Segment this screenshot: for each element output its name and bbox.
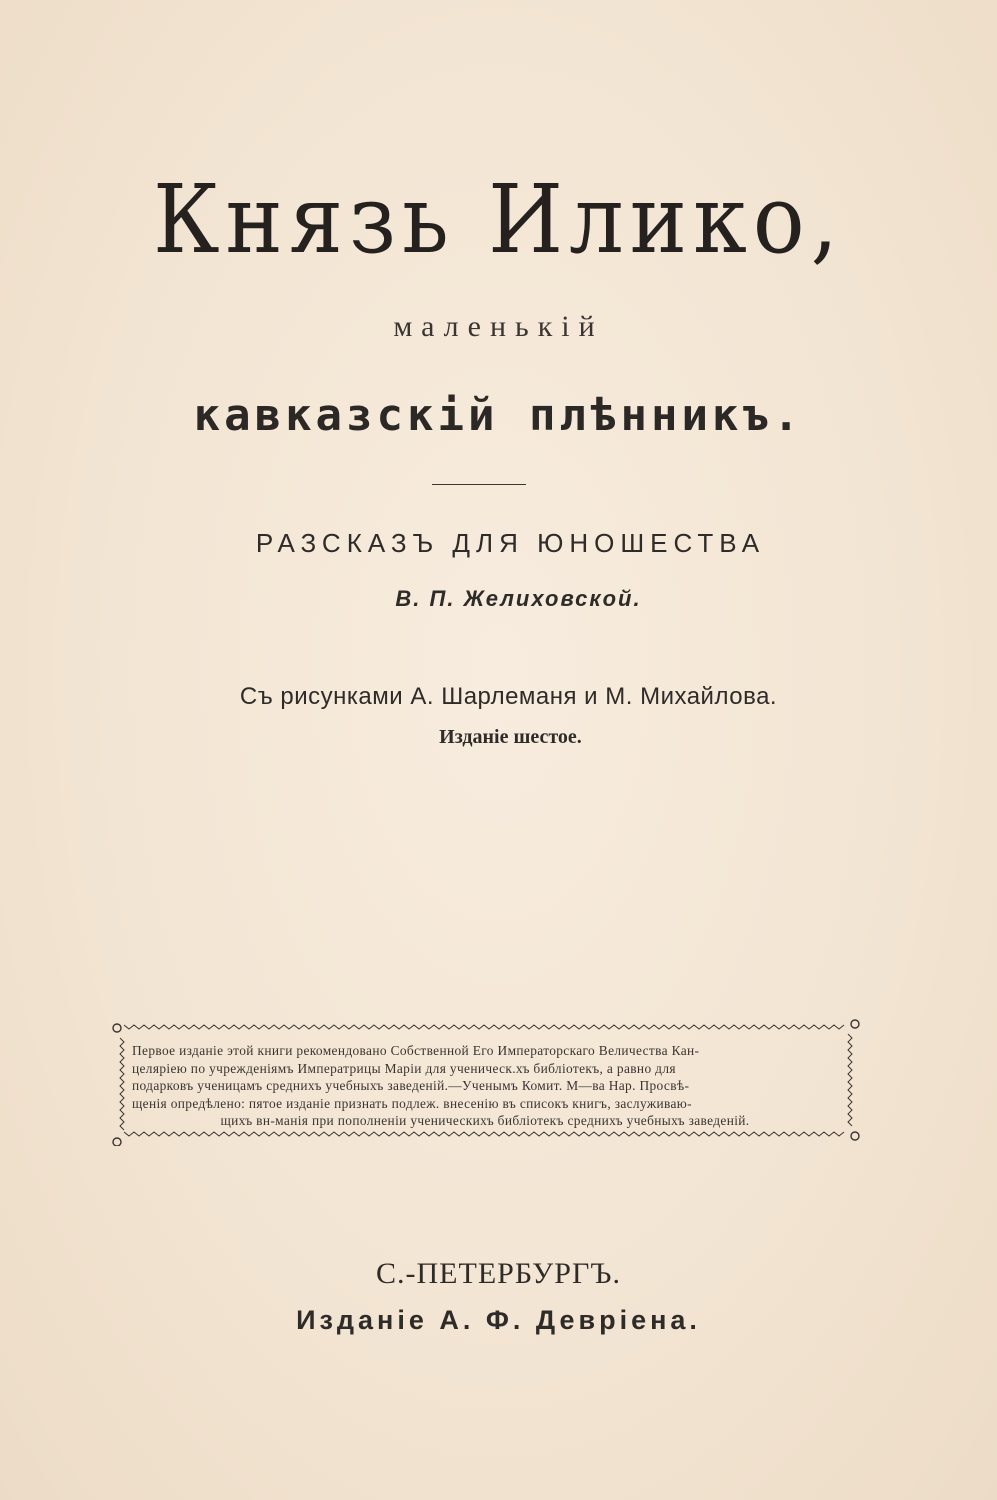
author-name: В. П. Желиховской. <box>395 586 642 611</box>
corner-ornament <box>851 1020 859 1028</box>
corner-ornament <box>851 1132 859 1140</box>
left-wavy-border <box>120 1038 124 1130</box>
book-title: Князь Илико, <box>152 165 844 275</box>
subtitle-big: кавказскій плѣнникъ. <box>193 390 804 441</box>
notice-line: подарковъ ученицамъ среднихъ учебныхъ заведеній.—Ученымъ Комит. М—ва Нар. Просвѣ- <box>132 1078 690 1094</box>
illustrators: Съ рисунками А. Шарлеманя и М. Михайлова. <box>239 683 778 710</box>
top-zigzag-border <box>124 1025 844 1029</box>
corner-ornament <box>113 1138 121 1146</box>
notice-line: целяріею по учрежденіямъ Императрицы Маріи для ученическ.хъ библіотекъ, а равно для <box>132 1060 676 1076</box>
right-wavy-border <box>848 1034 852 1126</box>
publisher-name: Изданіе А. Ф. Девріена. <box>296 1305 701 1335</box>
subtitle-small: маленькій <box>393 310 604 343</box>
publication-city: С.-ПЕТЕРБУРГЪ. <box>376 1257 621 1290</box>
divider-rule <box>432 484 526 485</box>
notice-line: Первое изданіе этой книги рекомендовано Собственной Его Императорскаго Величества Кан- <box>132 1043 700 1058</box>
bottom-zigzag-border <box>124 1132 844 1136</box>
story-type: РАЗСКАЗЪ ДЛЯ ЮНОШЕСТВА <box>255 528 766 558</box>
edition-note: Изданіе шестое. <box>439 726 582 748</box>
notice-line: щенія опредѣлено: пятое изданіе признать подлеж. внесенію въ списокъ книгъ, заслуживаю- <box>132 1095 692 1111</box>
recommendation-notice <box>132 1042 838 1130</box>
corner-ornament <box>113 1024 121 1032</box>
notice-line: щихъ вн-манія при пополненіи ученическихъ библіотекъ среднихъ учебныхъ заведеній. <box>220 1113 750 1129</box>
